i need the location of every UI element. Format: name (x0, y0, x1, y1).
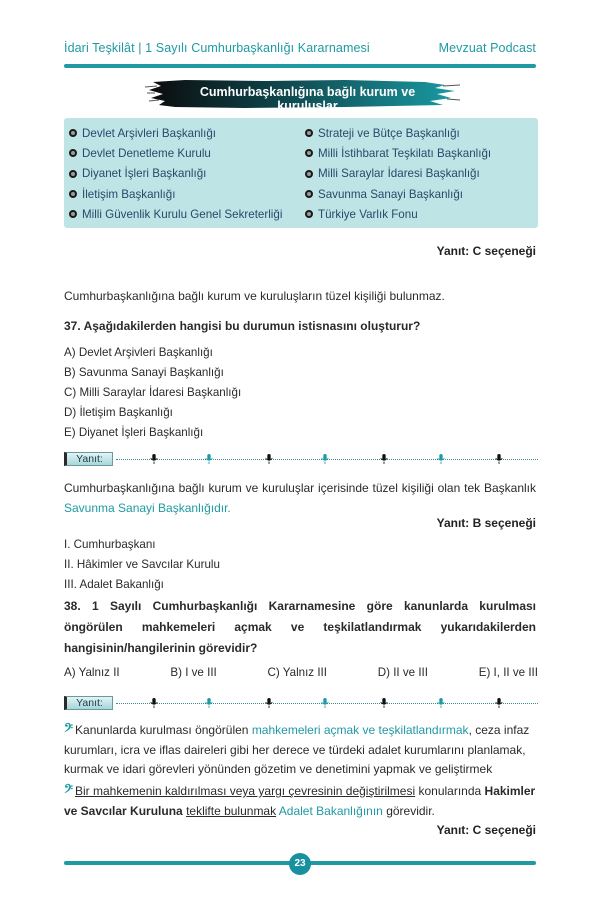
list-item-label: Milli Saraylar İdaresi Başkanlığı (318, 167, 480, 181)
header-title: İdari Teşkilât | 1 Sayılı Cumhurbaşkanlığı Kararnamesi (64, 41, 370, 55)
microphone-icon (494, 452, 504, 466)
bullet-icon (305, 149, 313, 157)
q37-explanation (64, 478, 536, 518)
list-item (69, 143, 282, 163)
list-item (305, 143, 491, 163)
bullet-icon (69, 210, 77, 218)
list-item (305, 184, 491, 204)
banner-title: Cumhurbaşkanlığına bağlı kurum ve kuruluşlar (199, 85, 416, 113)
answer-strip-q37 (64, 452, 538, 468)
list-item (69, 184, 282, 204)
bullet-icon (305, 170, 313, 178)
answer-q37: Yanıt: B seçeneği (436, 516, 536, 530)
bullet-icon (305, 190, 313, 198)
q38-option-e[interactable]: E) I, II ve III (478, 666, 538, 679)
list-item-label: Türkiye Varlık Fonu (318, 207, 418, 221)
q37-option-b[interactable]: B) Savunma Sanayi Başkanlığı (64, 366, 224, 379)
microphone-icon (436, 452, 446, 466)
q38-explanation-2 (64, 780, 536, 821)
q37-explanation-highlight: Savunma Sanayi Başkanlığıdır. (64, 501, 231, 515)
q38-item-2: II. Hâkimler ve Savcılar Kurulu (64, 558, 220, 571)
q38-option-d[interactable]: D) II ve III (377, 666, 428, 679)
q37-question: 37. Aşağıdakilerden hangisi bu durumun istisnasını oluşturur? (64, 319, 421, 333)
q38-option-c[interactable]: C) Yalnız III (267, 666, 327, 679)
institutions-box (64, 118, 538, 228)
list-item (69, 123, 282, 143)
microphone-icon (379, 696, 389, 710)
q37-option-d[interactable]: D) İletişim Başkanlığı (64, 406, 173, 419)
list-item-label: Devlet Denetleme Kurulu (82, 146, 211, 160)
institutions-right-column (305, 123, 491, 224)
bullet-icon (69, 170, 77, 178)
answer-label-box[interactable]: Yanıt: (64, 696, 113, 710)
list-item-label: Devlet Arşivleri Başkanlığı (82, 126, 217, 140)
microphone-icon (264, 452, 274, 466)
q38-exp2-underlined-2: teklifte bulunmak (186, 804, 277, 818)
list-item (305, 123, 491, 143)
microphone-icon (320, 696, 330, 710)
microphone-icon (436, 696, 446, 710)
list-item-label: Milli İstihbarat Teşkilatı Başkanlığı (318, 146, 492, 160)
microphone-icon (320, 452, 330, 466)
q38-item-3: III. Adalet Bakanlığı (64, 578, 164, 591)
q37-statement: Cumhurbaşkanlığına bağlı kurum ve kuruluşların tüzel kişiliği bulunmaz. (64, 289, 445, 303)
list-item-label: Savunma Sanayi Başkanlığı (318, 187, 464, 201)
header-divider (64, 64, 536, 68)
microphone-icon (204, 452, 214, 466)
q38-option-b[interactable]: B) I ve III (170, 666, 217, 679)
q38-exp2-text-end: görevidir. (382, 804, 435, 818)
bullet-icon (305, 210, 313, 218)
bullet-icon (305, 129, 313, 137)
list-item-label: Strateji ve Bütçe Başkanlığı (318, 126, 460, 140)
page-number: 23 (289, 853, 311, 875)
q38-exp1-text: Kanunlarda kurulması öngörülen (75, 723, 249, 737)
q38-exp2-bold: Hakimler ve Savcılar Kuruluna (64, 784, 536, 818)
list-item (305, 164, 491, 184)
microphone-icon (264, 696, 274, 710)
answer-label-box[interactable]: Yanıt: (64, 452, 113, 466)
q38-question: 38. 1 Sayılı Cumhurbaşkanlığı Kararnamesine göre kanunlarda kurulması öngörülen mahkemeleri açmak ve teşkilatlandırmak yukarıdakilerden hangisinin/hangilerinin görevidir? (64, 599, 536, 655)
q37-option-a[interactable]: A) Devlet Arşivleri Başkanlığı (64, 346, 213, 359)
bullet-icon (69, 190, 77, 198)
q37-option-e[interactable]: E) Diyanet İşleri Başkanlığı (64, 426, 204, 439)
institutions-left-column (69, 123, 282, 224)
q38-item-1: I. Cumhurbaşkanı (64, 538, 156, 551)
microphone-icon (379, 452, 389, 466)
q38-option-a[interactable]: A) Yalnız II (64, 666, 120, 679)
list-item-label: Milli Güvenlik Kurulu Genel Sekreterliği (82, 207, 283, 221)
q37-option-c[interactable]: C) Milli Saraylar İdaresi Başkanlığı (64, 386, 242, 399)
microphone-icon (494, 696, 504, 710)
list-item (69, 204, 282, 224)
q38-exp1-highlight: mahkemeleri açmak ve teşkilatlandırmak (251, 723, 469, 737)
bass-clef-icon: 𝄢 (64, 782, 74, 798)
q38-explanation-1 (64, 720, 536, 780)
page-header (64, 40, 536, 56)
q38-exp2-text: konularında (415, 784, 485, 798)
answer-strip-q38 (64, 696, 538, 712)
q38-options (64, 666, 538, 679)
bass-clef-icon: 𝄢 (64, 721, 74, 737)
q38-exp2-highlight: Adalet Bakanlığının (278, 804, 383, 818)
section-banner (145, 79, 460, 113)
header-brand: Mevzuat Podcast (438, 41, 536, 55)
q37-explanation-text: Cumhurbaşkanlığına bağlı kurum ve kuruluşlar içerisinde tüzel kişiliği olan tek Başkanlık (64, 481, 536, 495)
answer-previous: Yanıt: C seçeneği (436, 244, 536, 258)
q38-exp2-underlined: Bir mahkemenin kaldırılması veya yargı çevresinin değiştirilmesi (75, 784, 416, 798)
list-item-label: Diyanet İşleri Başkanlığı (82, 167, 207, 181)
list-item (305, 204, 491, 224)
bullet-icon (69, 149, 77, 157)
answer-q38: Yanıt: C seçeneği (436, 823, 536, 837)
microphone-icon (149, 696, 159, 710)
bullet-icon (69, 129, 77, 137)
microphone-icon (149, 452, 159, 466)
list-item-label: İletişim Başkanlığı (82, 187, 176, 201)
q38-exp1-text-rest: , ceza infaz kurumları, icra ve iflas daireleri gibi her derece ve türdeki adalet kurumlarını planlamak, kurmak ve idari görevleri yönünden gözetim ve denetimini yapmak ve geliştirmek (64, 723, 530, 776)
microphone-icon (204, 696, 214, 710)
list-item (69, 164, 282, 184)
